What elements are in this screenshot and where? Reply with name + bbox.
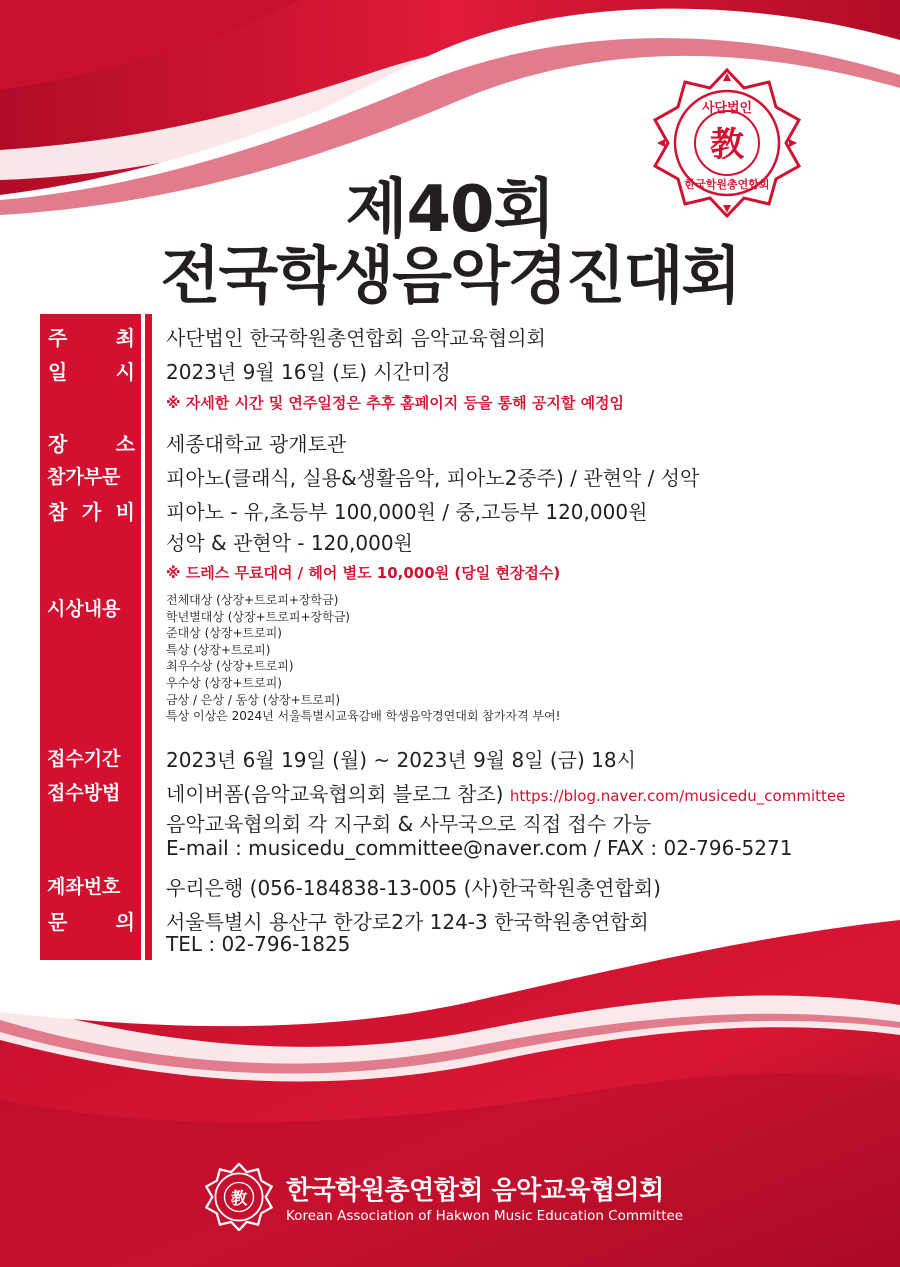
blog-link[interactable]: https://blog.naver.com/musicedu_committee xyxy=(509,787,846,805)
date-note: ※ 자세한 시간 및 연주일정은 추후 홈페이지 등을 통해 공지할 예정임 xyxy=(166,394,625,412)
footer-seal-icon xyxy=(205,1163,273,1231)
svg-text:사단법인: 사단법인 xyxy=(701,101,753,116)
method-value-3: E-mail : musicedu_committee@naver.com / FAX : 02-796-5271 xyxy=(166,836,793,860)
label-inquiry-a: 문 xyxy=(48,910,68,934)
venue-value: 세종대학교 광개토관 xyxy=(166,432,347,456)
label-venue xyxy=(40,428,141,457)
category-value: 피아노(클래식, 실용&생활음악, 피아노2중주) / 관현악 / 성악 xyxy=(166,466,700,490)
award-item: 특상 (상장+트로피) xyxy=(166,642,271,657)
label-fee-a: 참 xyxy=(48,500,68,524)
label-host xyxy=(40,322,141,351)
date-value: 2023년 9월 16일 (토) 시간미정 xyxy=(166,360,451,384)
label-venue-b: 소 xyxy=(115,432,135,456)
label-awards: 시상내용 xyxy=(47,598,121,620)
label-method: 접수방법 xyxy=(47,782,121,804)
label-venue-a: 장 xyxy=(48,432,68,456)
footer-org-name-kr: 한국학원총연합회 음악교육협의회 xyxy=(286,1176,664,1206)
label-inquiry xyxy=(40,906,141,935)
label-date-b: 시 xyxy=(115,360,135,384)
label-host-b: 최 xyxy=(115,326,135,350)
awards-list xyxy=(166,592,560,725)
award-item: 학년별대상 (상장+트로피+장학금) xyxy=(166,609,350,624)
award-item: 금상 / 은상 / 동상 (상장+트로피) xyxy=(166,692,341,707)
label-period: 접수기간 xyxy=(47,748,121,770)
label-inquiry-b: 의 xyxy=(115,910,135,934)
footer-org-name-en: Korean Association of Hakwon Music Education Committee xyxy=(286,1208,684,1224)
method-value-1 xyxy=(166,778,845,807)
label-account: 계좌번호 xyxy=(47,876,121,898)
label-date-a: 일 xyxy=(48,360,68,384)
title-event-name: 전국학생음악경진대회 xyxy=(160,239,740,312)
method-value-2: 음악교육협의회 각 지구회 & 사무국으로 직접 접수 가능 xyxy=(166,812,652,836)
award-item: 최우수상 (상장+트로피) xyxy=(166,659,294,674)
fee-note: ※ 드레스 무료대여 / 헤어 별도 10,000원 (당일 현장접수) xyxy=(166,564,561,582)
fee-value-1: 피아노 - 유,초등부 100,000원 / 중,고등부 120,000원 xyxy=(166,500,648,524)
svg-text:教: 教 xyxy=(230,1188,248,1208)
inquiry-value-1: 서울특별시 용산구 한강로2가 124-3 한국학원총연합회 xyxy=(166,910,649,934)
label-fee xyxy=(40,496,141,525)
label-column xyxy=(40,314,141,960)
svg-text:教: 教 xyxy=(710,125,744,165)
inquiry-value-2: TEL : 02-796-1825 xyxy=(166,932,351,956)
method-form-text: 네이버폼(음악교육협의회 블로그 참조) xyxy=(166,782,504,806)
fee-value-2: 성악 & 관현악 - 120,000원 xyxy=(166,531,413,555)
period-value: 2023년 6월 19일 (월) ~ 2023년 9월 8일 (금) 18시 xyxy=(166,748,636,772)
svg-text:한국학원총연합회: 한국학원총연합회 xyxy=(684,178,770,191)
label-date xyxy=(40,356,141,385)
title-edition: 제40회 xyxy=(345,173,555,247)
label-fee-c: 비 xyxy=(115,500,135,524)
host-value: 사단법인 한국학원총연합회 음악교육협의회 xyxy=(166,326,546,350)
award-item: 특상 이상은 2024년 서울특별시교육감배 학생음악경연대회 참가자격 부여! xyxy=(166,709,561,724)
award-item: 우수상 (상장+트로피) xyxy=(166,675,282,690)
label-host-a: 주 xyxy=(48,326,68,350)
label-category: 참가부문 xyxy=(47,466,121,488)
award-item: 전체대상 (상장+트로피+장학금) xyxy=(166,593,339,607)
award-item: 준대상 (상장+트로피) xyxy=(166,626,282,641)
label-divider xyxy=(145,314,152,960)
label-fee-b: 가 xyxy=(81,500,102,524)
account-value: 우리은행 (056-184838-13-005 (사)한국학원총연합회) xyxy=(166,876,661,900)
